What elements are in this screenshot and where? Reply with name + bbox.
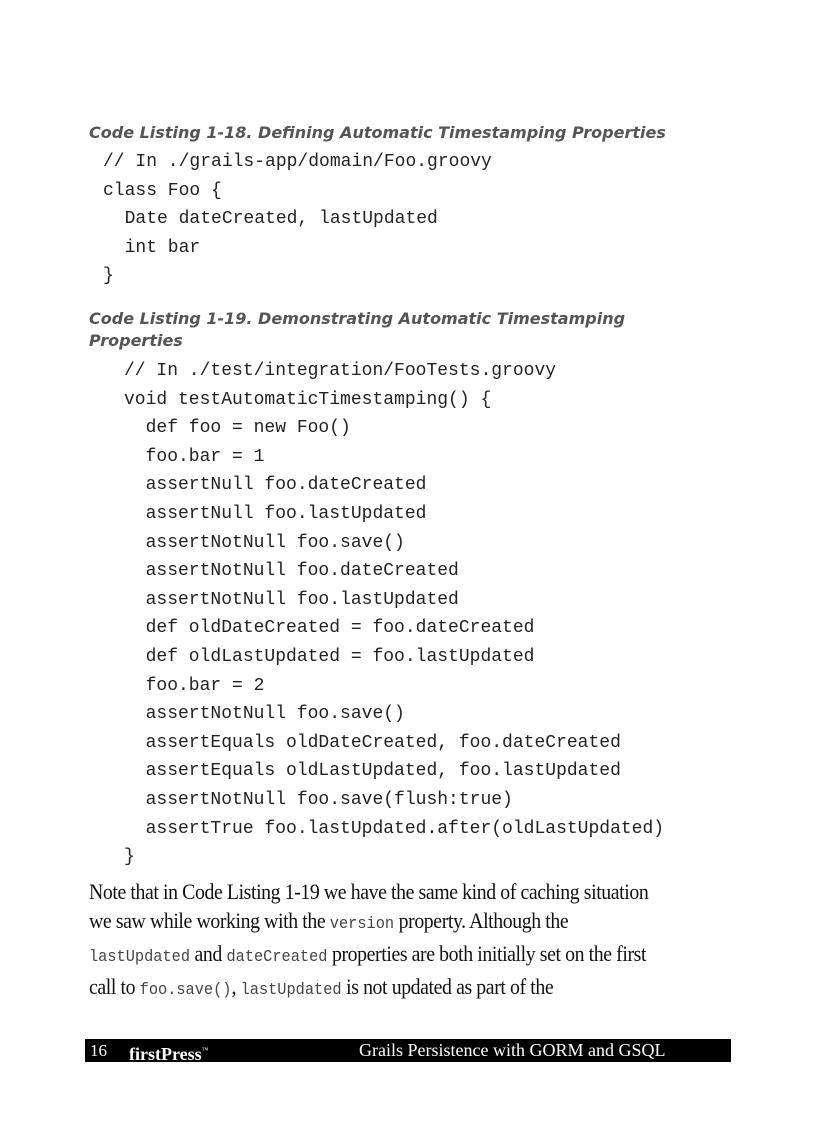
trademark-mark: ™ [201, 1046, 209, 1054]
code-line: assertNotNull foo.save() [124, 704, 405, 725]
body-text-run: call to [89, 974, 140, 999]
listing-caption-1-19 [89, 308, 625, 352]
body-line [89, 939, 683, 972]
code-line: // In ./test/integration/FooTests.groovy [124, 361, 557, 381]
page-number: 16 [90, 1041, 107, 1060]
body-line [89, 906, 683, 939]
code-line: def oldLastUpdated = foo.lastUpdated [124, 646, 535, 667]
code-line: assertEquals oldLastUpdated, foo.lastUpdated [124, 761, 621, 782]
code-line: assertNotNull foo.save(flush:true) [124, 789, 513, 810]
page-footer [85, 1039, 731, 1062]
body-text-run: we saw while working with the [89, 908, 330, 933]
inline-code: version [329, 915, 395, 934]
body-text-run: Note that in Code Listing 1-19 we have the same kind of caching situation [89, 879, 649, 904]
body-text-run: property. Although the [394, 908, 569, 933]
code-line: def oldDateCreated = foo.dateCreated [124, 618, 535, 639]
code-line: } [124, 847, 135, 868]
inline-code: lastUpdated [240, 981, 342, 1000]
code-line: assertNull foo.lastUpdated [124, 503, 427, 524]
code-line: foo.bar = 2 [124, 675, 265, 696]
inline-code: lastUpdated [89, 948, 190, 967]
code-line: def foo = new Foo() [124, 418, 351, 439]
code-line: class Foo { [103, 180, 222, 201]
publisher-name: firstPress [129, 1044, 202, 1064]
body-line [89, 877, 683, 906]
body-text-run: is not updated as part of the [341, 974, 554, 999]
code-line: } [103, 266, 114, 287]
code-line: assertNotNull foo.save() [124, 532, 405, 553]
body-text-run: and [189, 941, 227, 966]
body-paragraph [89, 877, 683, 1005]
caption-line: Code Listing 1-19. Demonstrating Automatic Timestamping [89, 309, 626, 328]
listing-caption-1-18: Code Listing 1-18. Defining Automatic Timestamping Properties [89, 123, 666, 142]
code-line: assertNull foo.dateCreated [124, 475, 427, 496]
code-listing-1-19 [124, 357, 664, 872]
code-line: assertNotNull foo.lastUpdated [124, 589, 459, 610]
code-listing-1-18 [103, 148, 492, 291]
inline-code: dateCreated [226, 948, 328, 967]
code-line: Date dateCreated, lastUpdated [103, 209, 438, 230]
body-text-run: properties are both initially set on the first [327, 941, 647, 966]
code-line: assertNotNull foo.dateCreated [124, 561, 459, 582]
body-text-run: , [231, 974, 241, 999]
body-line [89, 972, 683, 1005]
inline-code: foo.save() [139, 981, 232, 1000]
code-line: void testAutomaticTimestamping() { [124, 389, 492, 410]
code-line: // In ./grails-app/domain/Foo.groovy [103, 152, 492, 172]
code-line: int bar [103, 237, 201, 258]
publisher-logo [129, 1040, 209, 1065]
code-line: assertEquals oldDateCreated, foo.dateCreated [124, 732, 621, 753]
book-title: Grails Persistence with GORM and GSQL [359, 1040, 666, 1060]
code-line: foo.bar = 1 [124, 446, 265, 467]
caption-line: Properties [89, 331, 183, 350]
code-line: assertTrue foo.lastUpdated.after(oldLastUpdated) [124, 818, 665, 839]
